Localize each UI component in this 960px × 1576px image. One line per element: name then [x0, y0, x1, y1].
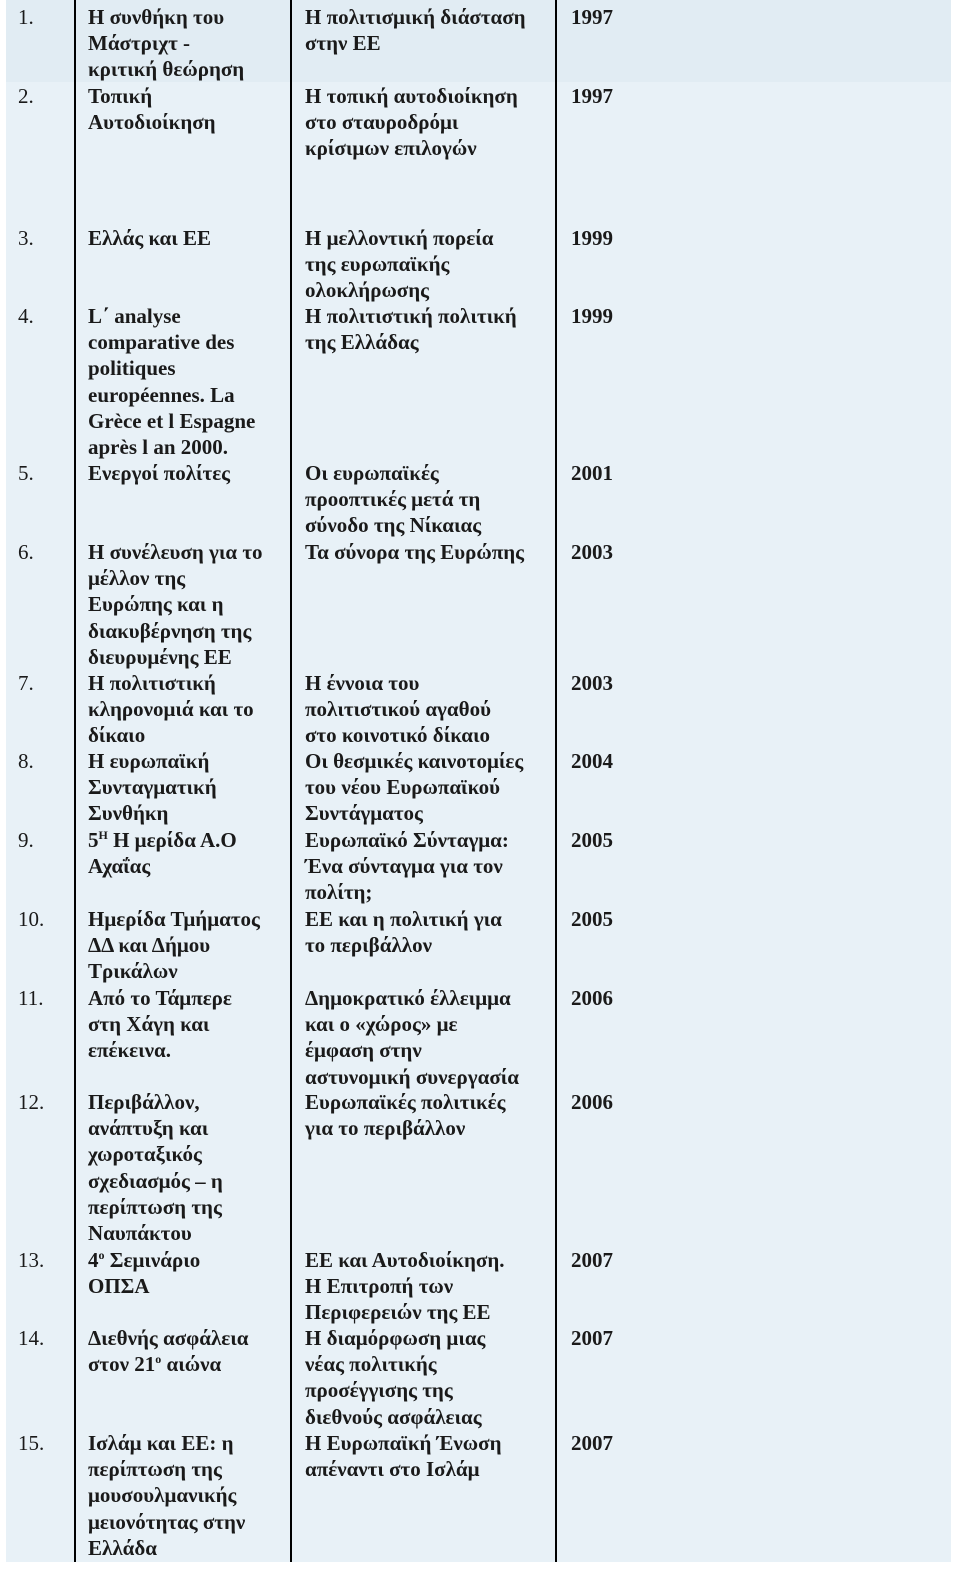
- row-topic: Τα σύνορα της Ευρώπης: [305, 540, 524, 564]
- row-topic: Ευρωπαϊκό Σύνταγμα: Ένα σύνταγμα για τον πολίτη;: [305, 828, 509, 905]
- row-year: 2005: [571, 907, 613, 931]
- row-year: 2006: [571, 986, 613, 1010]
- row-number: 1.: [18, 5, 34, 29]
- row-title: Ελλάς και ΕΕ: [88, 226, 212, 250]
- row-title-superscript: Η: [98, 828, 108, 842]
- row-title-part: Διεθνής ασφάλεια στον 21: [88, 1326, 249, 1377]
- row-title-part: Σεμινάριο ΟΠΣΑ: [88, 1248, 201, 1299]
- column-divider-1: [74, 0, 76, 1562]
- row-title: Ημερίδα Τμήματος ΔΔ και Δήμου Τρικάλων: [88, 907, 260, 984]
- row-year: 2001: [571, 461, 613, 485]
- row-title-part: αιώνα: [161, 1352, 222, 1377]
- row-year: 2007: [571, 1326, 613, 1350]
- row-number: 4.: [18, 304, 34, 328]
- row-number: 5.: [18, 461, 34, 485]
- row-topic: ΕΕ και η πολιτική για το περιβάλλον: [305, 907, 502, 958]
- row-number: 14.: [18, 1326, 45, 1350]
- row-topic: Οι θεσμικές καινοτομίες του νέου Ευρωπαϊκού Συντάγματος: [305, 749, 524, 826]
- row-year: 2003: [571, 671, 613, 695]
- row-title: L΄ analyse comparative des politiques européennes. La Grèce et l Espagne après l an 2000.: [88, 304, 256, 460]
- row-title: Τοπική Αυτοδιοίκηση: [88, 84, 216, 135]
- row-title: Η συνέλευση για το μέλλον της Ευρώπης και η διακυβέρνηση της διευρυμένης ΕΕ: [88, 540, 263, 669]
- row-number: 15.: [18, 1431, 45, 1455]
- row-title-superscript: ο: [98, 1248, 105, 1262]
- row-year: 1999: [571, 304, 613, 328]
- row-topic: Οι ευρωπαϊκές προοπτικές μετά τη σύνοδο της Νίκαιας: [305, 461, 482, 538]
- row-number: 8.: [18, 749, 34, 773]
- column-divider-2: [290, 0, 292, 1562]
- row-topic: Η Ευρωπαϊκή Ένωση απέναντι στο Ισλάμ: [305, 1431, 502, 1482]
- row-year: 1999: [571, 226, 613, 250]
- row-number: 10.: [18, 907, 45, 931]
- row-year: 2005: [571, 828, 613, 852]
- row-title: Από το Τάμπερε στη Χάγη και επέκεινα.: [88, 986, 232, 1063]
- row-title-part: Η μερίδα Α.Ο Αχαΐας: [88, 828, 237, 879]
- row-number: 9.: [18, 828, 34, 852]
- row-number: 3.: [18, 226, 34, 250]
- row-topic: Η πολιτισμική διάσταση στην ΕΕ: [305, 5, 526, 56]
- row-title: Η ευρωπαϊκή Συνταγματική Συνθήκη: [88, 749, 217, 826]
- row-number: 7.: [18, 671, 34, 695]
- row-title: [88, 1247, 288, 1299]
- row-title: Η πολιτιστική κληρονομιά και το δίκαιο: [88, 671, 254, 748]
- row-topic: ΕΕ και Αυτοδιοίκηση. Η Επιτροπή των Περιφερειών της ΕΕ: [305, 1248, 505, 1325]
- row-number: 2.: [18, 84, 34, 108]
- row-year: 1997: [571, 84, 613, 108]
- row-topic: Η μελλοντική πορεία της ευρωπαϊκής ολοκλήρωσης: [305, 226, 494, 303]
- row-topic: Η έννοια του πολιτιστικού αγαθού στο κοινοτικό δίκαιο: [305, 671, 491, 748]
- row-year: 2003: [571, 540, 613, 564]
- row-number: 11.: [18, 986, 44, 1010]
- row-title: Ενεργοί πολίτες: [88, 461, 231, 485]
- row-topic: Η διαμόρφωση μιας νέας πολιτικής προσέγγισης της διεθνούς ασφάλειας: [305, 1326, 486, 1429]
- row-year: 2004: [571, 749, 613, 773]
- row-title-part: 5: [88, 828, 99, 852]
- row-topic: Δημοκρατικό έλλειμμα και ο «χώρος» με έμφαση στην αστυνομική συνεργασία: [305, 986, 519, 1089]
- row-title: [88, 1325, 288, 1377]
- row-number: 6.: [18, 540, 34, 564]
- row-title: Ισλάμ και ΕΕ: η περίπτωση της μουσουλμανικής μειονότητας στην Ελλάδα: [88, 1431, 246, 1560]
- row-title: [88, 827, 288, 879]
- row-title-superscript: ο: [155, 1352, 162, 1367]
- row-topic: Η τοπική αυτοδιοίκηση στο σταυροδρόμι κρίσιμων επιλογών: [305, 84, 518, 161]
- row-year: 2007: [571, 1248, 613, 1272]
- row-title-part: 4: [88, 1248, 99, 1272]
- row-title: Περιβάλλον, ανάπτυξη και χωροταξικός σχεδιασμός – η περίπτωση της Ναυπάκτου: [88, 1090, 223, 1246]
- row-title: Η συνθήκη του Μάστριχτ - κριτική θεώρηση: [88, 5, 245, 82]
- row-year: 2006: [571, 1090, 613, 1114]
- row-number: 12.: [18, 1090, 45, 1114]
- row-topic: Η πολιτιστική πολιτική της Ελλάδας: [305, 304, 517, 355]
- row-number: 13.: [18, 1248, 45, 1272]
- row-year: 2007: [571, 1431, 613, 1455]
- column-divider-3: [555, 0, 557, 1562]
- row-year: 1997: [571, 5, 613, 29]
- row-topic: Ευρωπαϊκές πολιτικές για το περιβάλλον: [305, 1090, 506, 1141]
